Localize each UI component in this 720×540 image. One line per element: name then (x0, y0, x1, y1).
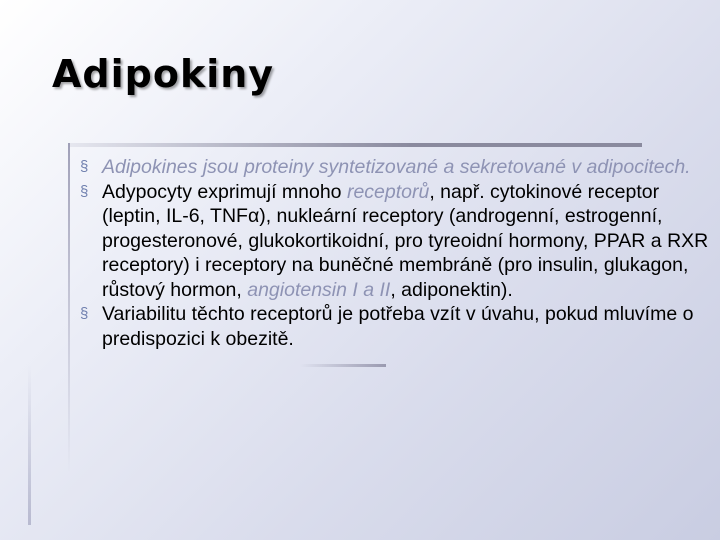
slide-title: Adipokiny (52, 52, 275, 96)
bullet-icon: § (80, 158, 89, 175)
alpha-symbol: α (247, 205, 260, 227)
bullet-text-2a: Adypocyty exprimují mnoho (102, 180, 347, 203)
bullet-text-3: Variabilitu těchto receptorů je potřeba vzít v úvahu, pokud mluvíme o predispozici k obezitě. (102, 303, 694, 350)
angiotensin-link[interactable]: angiotensin I a II (247, 278, 391, 301)
decorative-line-mid (300, 364, 386, 367)
bullet-list (80, 155, 710, 351)
bullet-item-1 (80, 155, 710, 180)
receptors-link[interactable]: receptorů (346, 180, 430, 203)
bullet-icon: § (80, 182, 89, 200)
bullet-text-2b: , např. cytokinové receptor (leptin, IL-6, TNF (102, 180, 660, 227)
bullet-item-2 (80, 180, 710, 303)
bullet-item-3 (80, 302, 710, 351)
bullet-icon: § (80, 305, 89, 322)
bullet-text-2d: , adiponektin). (390, 278, 513, 301)
slide-body (80, 155, 710, 351)
bullet-text-2c: ), nukleární receptory (androgenní, estrogenní, progesteronové, glukokortikoidní, pro tyreoidní hormony, PPAR a RXR receptory) i receptory na buněčné membráně (pro insulin, glukagon, růstový hormon, (102, 205, 709, 301)
decorative-line-left (68, 143, 70, 473)
decorative-line-left-lower (28, 365, 31, 525)
bullet-text-1: Adipokines jsou proteiny syntetizované a sekretované v adipocitech. (102, 156, 691, 178)
decorative-line-top (68, 143, 642, 147)
